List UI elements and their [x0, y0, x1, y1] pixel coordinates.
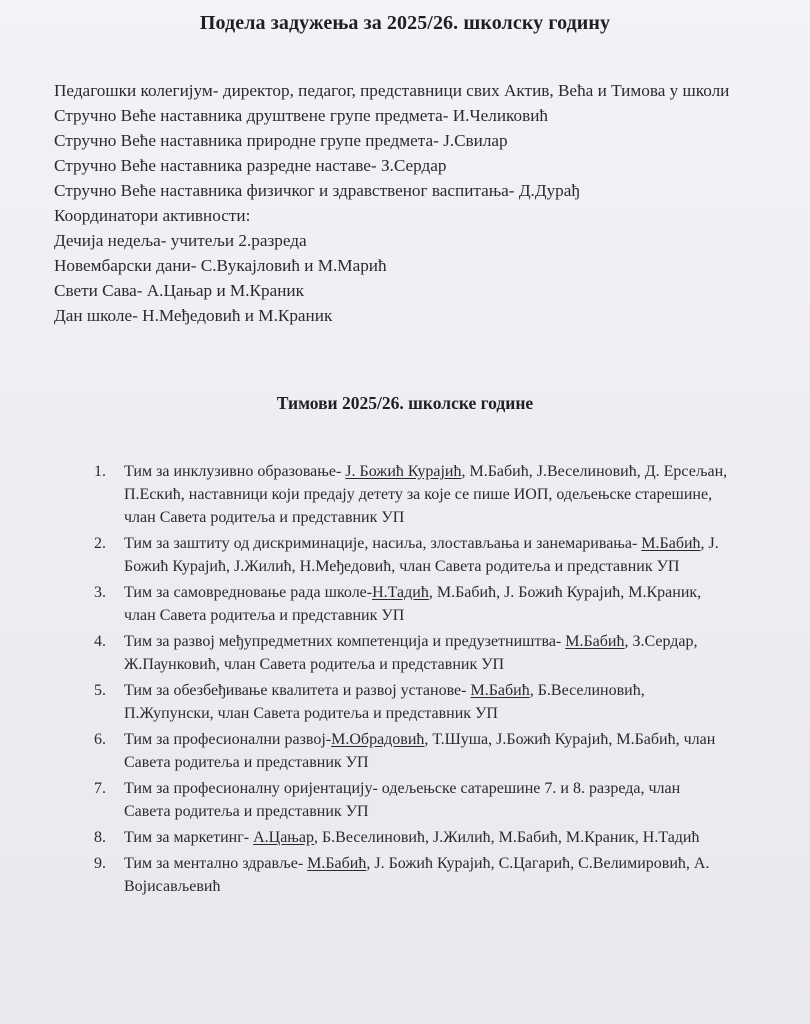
duty-line: Педагошки колегијум- директор, педагог, представници свих Актив, Већа и Тимова у школи: [54, 81, 730, 100]
team-name: Тим за заштиту од дискриминације, насиља, злостављања и занемаривања-: [124, 535, 642, 552]
team-members: , М.Бабић, Ј.Веселиновић, Д. Ерсељан, П.Ескић, наставници који предају детету за које се пише ИОП, одељењске старешине, члан Савета родитеља и представник УП: [124, 463, 728, 526]
duty-line: Свети Сава- А.Цањар и М.Краник: [54, 281, 304, 300]
team-name: Тим за развој међупредметних компетенција и предузетништва-: [124, 633, 566, 650]
duty-line: Новембарски дани- С.Вукајловић и М.Марић: [54, 256, 387, 275]
team-item: [88, 728, 728, 774]
team-number: 2.: [94, 535, 106, 552]
team-name: Тим за самовредновање рада школе-: [124, 584, 373, 601]
team-name: Тим за професионални развој-: [124, 731, 332, 748]
duty-line: Стручно Веће наставника природне групе предмета- Ј.Свилар: [54, 131, 508, 150]
duty-line: Дан школе- Н.Међедовић и М.Краник: [54, 306, 333, 325]
duty-line: Стручно Веће наставника физичког и здравственог васпитања- Д.Дурађ: [54, 181, 580, 200]
team-name: Тим за обезбеђивање квалитета и развој установе-: [124, 682, 471, 699]
team-leader: М.Бабић: [470, 682, 530, 699]
team-number: 8.: [94, 829, 106, 846]
team-name: Тим за професионалну оријентацију- одељењске сатарешине 7. и 8. разреда, члан Савета родитеља и представник УП: [124, 780, 681, 820]
team-item: [88, 679, 728, 725]
team-members: , З.Сердар, Ж.Паунковић, члан Савета родитеља и представник УП: [124, 633, 698, 673]
team-members: , М.Бабић, Ј. Божић Курајић, М.Краник, члан Савета родитеља и представник УП: [124, 584, 702, 624]
team-item: [88, 630, 728, 676]
team-number: 9.: [94, 855, 106, 872]
team-item: [88, 777, 728, 823]
teams-list: [88, 460, 728, 901]
coordinators-heading: Координатори активности:: [54, 206, 251, 225]
team-number: 4.: [94, 633, 106, 650]
team-number: 6.: [94, 731, 106, 748]
team-leader: М.Бабић: [307, 855, 367, 872]
team-leader: А.Цањар: [253, 829, 314, 846]
team-item: [88, 826, 728, 849]
team-members: , Т.Шуша, Ј.Божић Курајић, М.Бабић, члан Савета родитеља и представник УП: [124, 731, 716, 771]
team-number: 7.: [94, 780, 106, 797]
team-number: 5.: [94, 682, 106, 699]
team-leader: М.Бабић: [565, 633, 625, 650]
teams-title: Тимови 2025/26. школске године: [276, 393, 534, 413]
team-name: Тим за маркетинг-: [124, 829, 254, 846]
duties-list: [54, 78, 774, 328]
team-name: Тим за инклузивно образовање-: [124, 463, 346, 480]
duty-line: Стручно Веће наставника друштвене групе предмета- И.Челиковић: [54, 106, 549, 125]
duty-line: Стручно Веће наставника разредне наставе- З.Сердар: [54, 156, 447, 175]
team-name: Тим за ментално здравље-: [124, 855, 308, 872]
team-leader: Ј. Божић Курајић: [345, 463, 462, 480]
team-number: 1.: [94, 463, 106, 480]
team-members: , Б.Веселиновић, Ј.Жилић, М.Бабић, М.Краник, Н.Тадић: [313, 829, 700, 846]
team-members: , Ј. Божић Курајић, С.Цагарић, С.Велимировић, А. Војисављевић: [124, 855, 710, 895]
team-leader: М.Обрадовић: [331, 731, 425, 748]
team-item: [88, 532, 728, 578]
duty-line: Дечија недеља- учитељи 2.разреда: [54, 231, 307, 250]
team-leader: Н.Тадић: [372, 584, 429, 601]
team-members: , Ј. Божић Курајић, Ј.Жилић, Н.Међедовић, члан Савета родитеља и представник УП: [124, 535, 719, 575]
team-members: , Б.Веселиновић, П.Жупунски, члан Савета родитеља и представник УП: [124, 682, 645, 722]
team-number: 3.: [94, 584, 106, 601]
team-item: [88, 460, 728, 529]
team-item: [88, 852, 728, 898]
team-item: [88, 581, 728, 627]
team-leader: М.Бабић: [641, 535, 701, 552]
document-title: Подела задужења за 2025/26. школску годину: [199, 12, 611, 34]
